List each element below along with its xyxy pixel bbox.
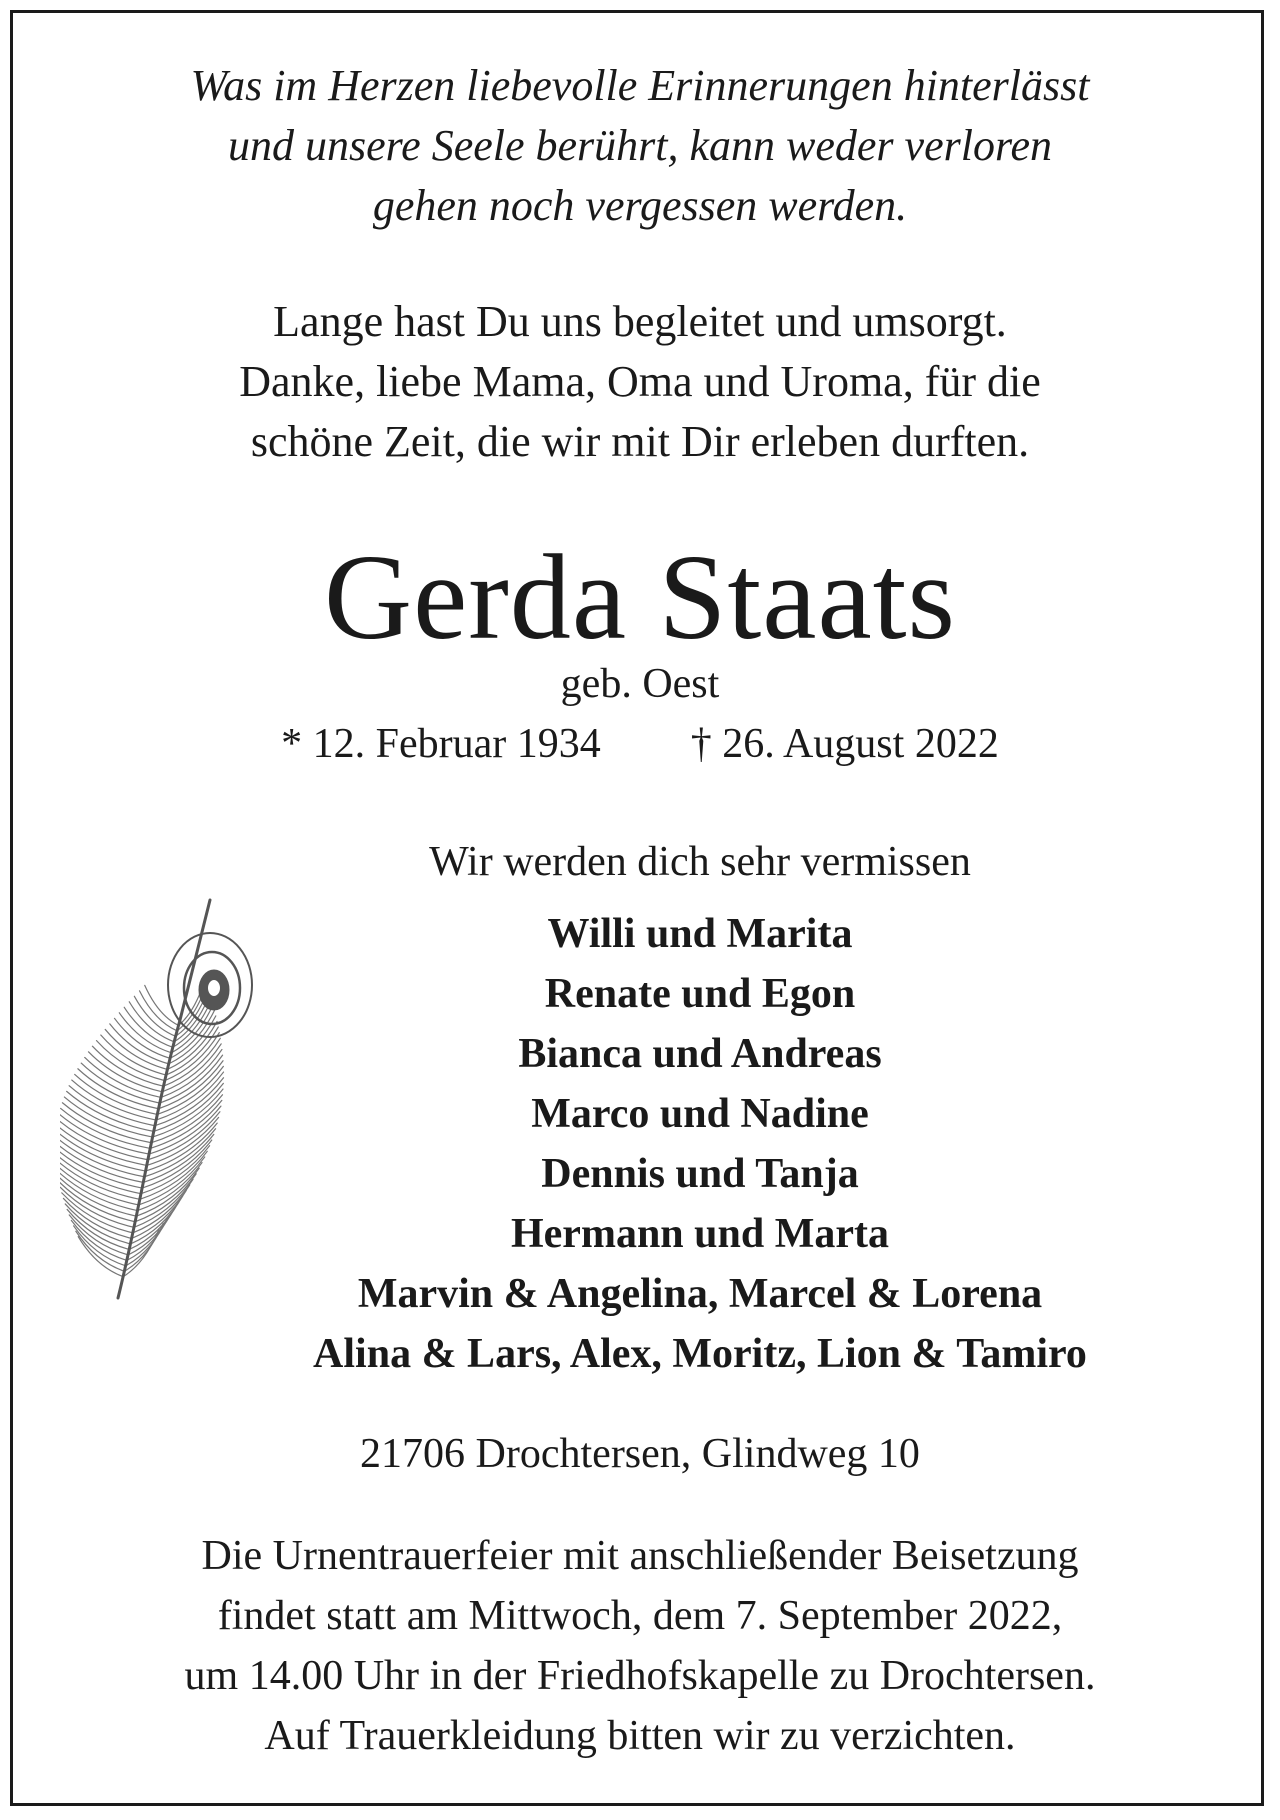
quote-line: gehen noch vergessen werden. bbox=[372, 181, 908, 230]
ceremony-line: Die Urnentrauerfeier mit anschließender Beisetzung bbox=[201, 1533, 1079, 1579]
death-date: † 26. August 2022 bbox=[690, 721, 999, 767]
ceremony-line: um 14.00 Uhr in der Friedhofskapelle zu Drochtersen. bbox=[184, 1653, 1096, 1699]
mourner-line: Dennis und Tanja bbox=[541, 1151, 859, 1197]
mourner-line: Alina & Lars, Alex, Moritz, Lion & Tamiro bbox=[313, 1331, 1087, 1377]
thanks-line: Lange hast Du uns begleitet und umsorgt. bbox=[273, 297, 1007, 346]
birth-date: * 12. Februar 1934 bbox=[281, 721, 601, 767]
ceremony-notice bbox=[0, 1526, 1280, 1766]
mourner-line: Willi und Marita bbox=[547, 911, 853, 957]
mourner-line: Hermann und Marta bbox=[511, 1211, 889, 1257]
mourner-line: Marco und Nadine bbox=[531, 1091, 869, 1137]
mourners-intro: Wir werden dich sehr vermissen bbox=[429, 839, 971, 885]
memorial-quote bbox=[0, 56, 1280, 236]
quote-line: Was im Herzen liebevolle Erinnerungen hinterlässt bbox=[190, 61, 1090, 110]
mourner-line: Bianca und Andreas bbox=[518, 1031, 882, 1077]
deceased-name: Gerda Staats bbox=[324, 530, 956, 665]
thanks-line: Danke, liebe Mama, Oma und Uroma, für die bbox=[239, 357, 1041, 406]
family-address: 21706 Drochtersen, Glindweg 10 bbox=[360, 1431, 920, 1477]
mourner-line: Renate und Egon bbox=[544, 971, 856, 1017]
thanks-line: schöne Zeit, die wir mit Dir erleben durften. bbox=[250, 417, 1030, 466]
feather-barb bbox=[140, 991, 178, 1031]
mourners-list bbox=[200, 904, 1200, 1384]
mourner-line: Marvin & Angelina, Marcel & Lorena bbox=[357, 1271, 1043, 1317]
ceremony-line: Auf Trauerkleidung bitten wir zu verzichten. bbox=[264, 1713, 1016, 1759]
ceremony-line: findet statt am Mittwoch, dem 7. September 2022, bbox=[217, 1593, 1063, 1639]
feather-barb bbox=[60, 1114, 149, 1154]
feather-barb bbox=[145, 985, 179, 1025]
birth-name: geb. Oest bbox=[560, 661, 720, 707]
thanks-message bbox=[0, 292, 1280, 472]
life-dates bbox=[0, 716, 1280, 772]
quote-line: und unsere Seele berührt, kann weder verloren bbox=[228, 121, 1052, 170]
